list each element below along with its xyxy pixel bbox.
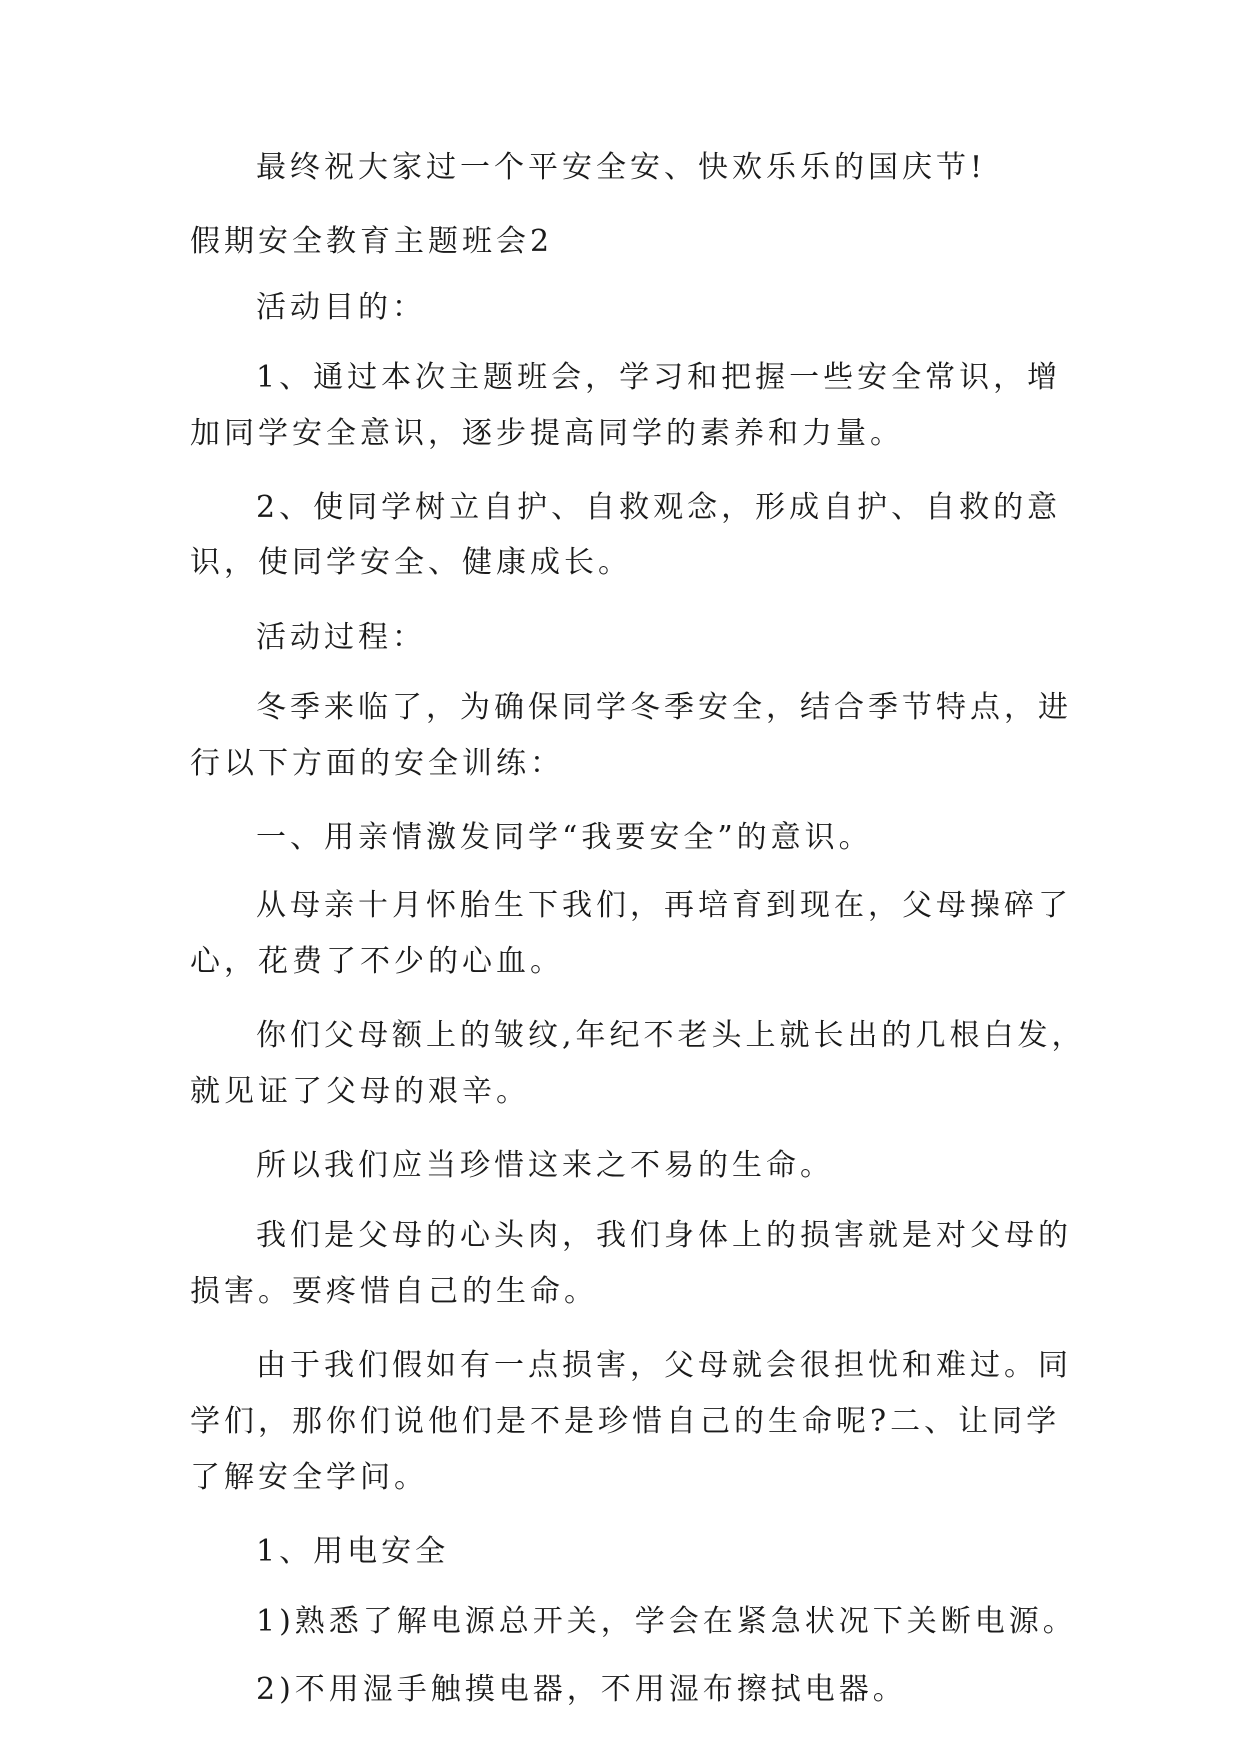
purpose-item-1-line-2: 加同学安全意识，逐步提高同学的素养和力量。 — [190, 416, 904, 451]
process-heading: 活动过程： — [256, 620, 426, 655]
paragraph-mother-line-1: 从母亲十月怀胎生下我们，再培育到现在，父母操碎了 — [256, 888, 1072, 923]
paragraph-parents-line-2: 就见证了父母的艰辛。 — [190, 1074, 530, 1109]
paragraph-harm-line-2: 损害。要疼惜自己的生命。 — [190, 1274, 598, 1309]
electric-item-2: 2)不用湿手触摸电器，不用湿布擦拭电器。 — [256, 1672, 907, 1707]
section-title: 假期安全教育主题班会2 — [190, 224, 554, 259]
purpose-item-1-line-1: 1、通过本次主题班会，学习和把握一些安全常识，增 — [256, 360, 1062, 395]
closing-wish: 最终祝大家过一个平安全安、快欢乐乐的国庆节! — [256, 150, 987, 185]
process-intro-line-1: 冬季来临了，为确保同学冬季安全，结合季节特点，进 — [256, 690, 1072, 725]
paragraph-parents-line-1: 你们父母额上的皱纹,年纪不老头上就长出的几根白发， — [256, 1018, 1086, 1053]
paragraph-mother-line-2: 心，花费了不少的心血。 — [190, 944, 564, 979]
paragraph-worry-line-3: 了解安全学问。 — [190, 1460, 428, 1495]
purpose-item-2-line-1: 2、使同学树立自护、自救观念，形成自护、自救的意 — [256, 490, 1062, 525]
process-intro-line-2: 行以下方面的安全训练： — [190, 746, 564, 781]
electric-safety-heading: 1、用电安全 — [256, 1534, 450, 1569]
paragraph-worry-line-1: 由于我们假如有一点损害，父母就会很担忧和难过。同 — [256, 1348, 1072, 1383]
electric-item-1: 1)熟悉了解电源总开关，学会在紧急状况下关断电源。 — [256, 1604, 1077, 1639]
paragraph-harm-line-1: 我们是父母的心头肉，我们身体上的损害就是对父母的 — [256, 1218, 1072, 1253]
paragraph-worry-line-2: 学们，那你们说他们是不是珍惜自己的生命呢?二、让同学 — [190, 1404, 1061, 1439]
purpose-heading: 活动目的： — [256, 290, 426, 325]
paragraph-cherish: 所以我们应当珍惜这来之不易的生命。 — [256, 1148, 834, 1183]
part-one-heading: 一、用亲情激发同学“我要安全”的意识。 — [256, 820, 873, 855]
purpose-item-2-line-2: 识，使同学安全、健康成长。 — [190, 545, 632, 580]
